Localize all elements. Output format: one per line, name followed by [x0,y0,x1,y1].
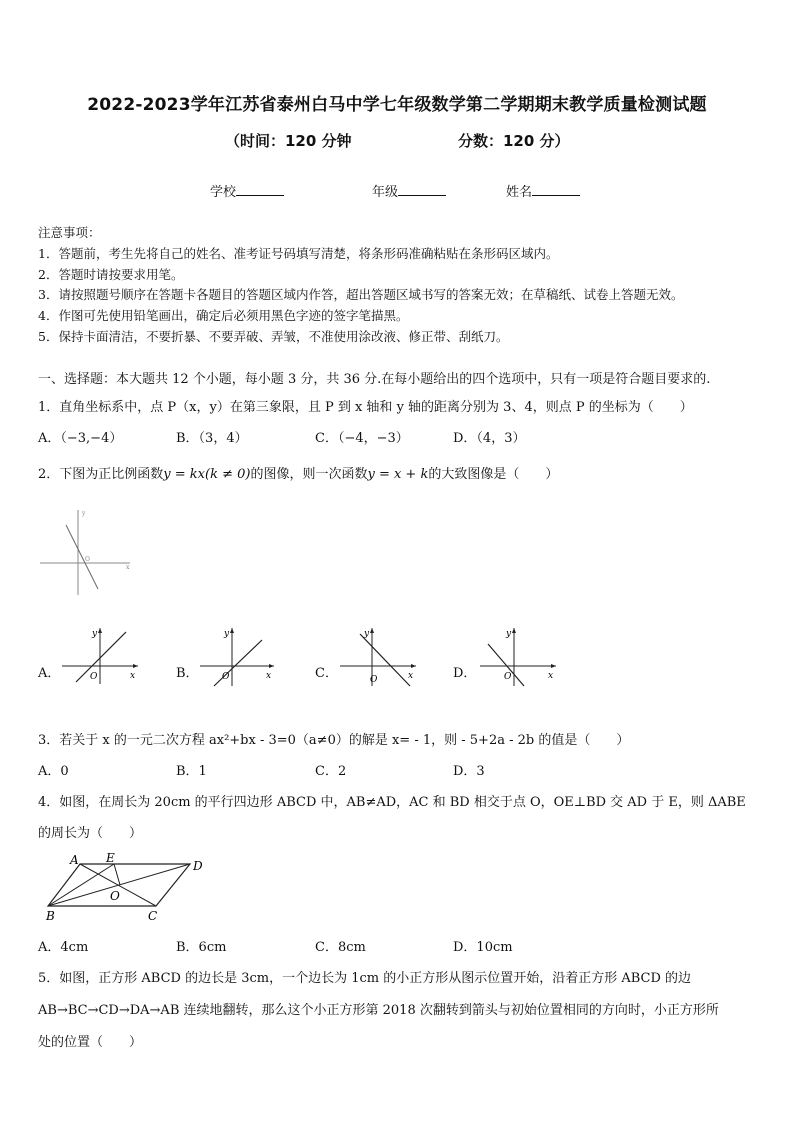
q4-parallelogram-figure [40,850,203,923]
question-4-stem-line1: 4．如图，在周长为 20cm 的平行四边形 ABCD 中，AB≠AD，AC 和 BD 相交于点 O，OE⊥BD 交 AD 于 E，则 ΔABE [38,795,746,810]
notes-block [38,223,683,348]
school-blank [236,183,284,196]
score-label: 分数：120 分） [458,132,570,150]
q2-option-c: C． [315,666,338,681]
q2-option-d: D． [453,666,477,681]
question-5-line2: AB→BC→CD→DA→AB 连续地翻转，那么这个小正方形第 2018 次翻转到箭头与初始位置相同的方向时，小正方形所 [38,1003,719,1018]
grade-field [372,181,446,200]
section-header: 一、选择题：本大题共 12 个小题，每小题 3 分，共 36 分.在每小题给出的四个选项中，只有一项是符合题目要求的. [38,372,711,387]
q2-stem-a: 2．下图为正比例函数 [38,467,164,482]
q2-a-axis-x: x [130,671,136,681]
q2-c-origin: O [370,675,378,685]
note-item: 2．答题时请按要求用笔。 [38,266,184,282]
q2-stem-b: 的图像，则一次函数 [250,467,368,482]
q2-d-axis-x: x [548,671,554,681]
q2-c-axis-x: x [408,671,414,681]
question-2-stem [38,463,558,482]
school-field [210,181,284,200]
question-5-line3: 处的位置（ ） [38,1035,143,1050]
q2-b-axis-x: x [266,671,272,681]
q4-label-d: D [193,859,203,873]
q4-label-a: A [70,853,79,867]
question-4-stem-line2: 的周长为（ ） [38,826,143,841]
q3-option-a: A．0 [38,764,69,779]
note-item: 1．答题前，考生先将自己的姓名、准考证号码填写清楚，将条形码准确粘贴在条形码区域内。 [38,245,559,261]
q2-graph-b [196,624,278,688]
q2-stem-c: 的大致图像是（ ） [428,467,559,482]
q2-formula-direct: y = kx(k ≠ 0) [163,467,251,482]
grade-blank [398,183,446,196]
question-3-stem: 3．若关于 x 的一元二次方程 ax²+bx - 3=0（a≠0）的解是 x= - 1，则 - 5+2a - 2b 的值是（ ） [38,733,630,748]
q2-given-axis-x: x [126,564,130,571]
q2-graph-a [60,624,142,686]
q2-given-origin: O [85,556,90,563]
q1-option-d: D．（4，3） [453,431,526,446]
notes-heading: 注意事项： [38,225,101,240]
q2-d-origin: O [504,672,512,682]
q2-given-axis-y: y [82,510,86,517]
q4-label-o: O [110,889,120,903]
q2-a-origin: O [90,672,98,682]
q2-option-b: B． [176,666,199,681]
q2-b-axis-y: y [224,629,230,639]
q1-option-c: C．（−4，−3） [315,431,409,446]
question-5-line1: 5．如图，正方形 ABCD 的边长是 3cm，一个边长为 1cm 的小正方形从图示位置开始，沿着正方形 ABCD 的边 [38,971,692,986]
q2-c-axis-y: y [364,629,370,639]
q3-option-b: B．1 [176,764,207,779]
q1-option-b: B．（3，4） [176,431,248,446]
note-item: 5．保持卡面清洁，不要折暴、不要弄破、弄皱，不准使用涂改液、修正带、刮纸刀。 [38,328,509,344]
q2-a-axis-y: y [92,629,98,639]
q2-b-origin: O [222,672,230,682]
note-item: 4．作图可先使用铅笔画出，确定后必须用黑色字迹的签字笔描黑。 [38,308,409,324]
name-field [506,181,580,200]
q4-label-e: E [106,851,115,865]
name-blank [532,183,580,196]
page-title: 2022-2023学年江苏省泰州白马中学七年级数学第二学期期末教学质量检测试题 [87,95,707,115]
note-item: 3．请按照题号顺序在答题卡各题目的答题区域内作答，超出答题区域书写的答案无效；在草稿纸、试卷上答题无效。 [38,287,684,303]
q4-option-c: C．8cm [315,940,366,955]
q3-option-d: D．3 [453,764,485,779]
q2-option-a: A． [38,666,61,681]
question-1-stem: 1．直角坐标系中，点 P（x，y）在第三象限，且 P 到 x 轴和 y 轴的距离分别为 3、4，则点 P 的坐标为（ ） [38,400,693,415]
q2-graph-c [338,624,420,688]
school-label: 学校 [210,185,237,200]
time-label: （时间：120 分钟 [225,132,352,150]
q4-option-b: B．6cm [176,940,227,955]
q4-label-b: B [46,909,55,923]
q2-graph-d [478,624,560,688]
q2-formula-linear: y = x + k [367,467,429,482]
q4-option-a: A．4cm [38,940,89,955]
q2-given-graph [36,505,136,600]
name-label: 姓名 [506,185,533,200]
q4-label-c: C [148,909,158,923]
q3-option-c: C．2 [315,764,347,779]
q4-option-d: D．10cm [453,940,513,955]
grade-label: 年级 [372,185,399,200]
q2-d-axis-y: y [506,629,512,639]
q1-option-a: A．（−3,−4） [38,431,123,446]
